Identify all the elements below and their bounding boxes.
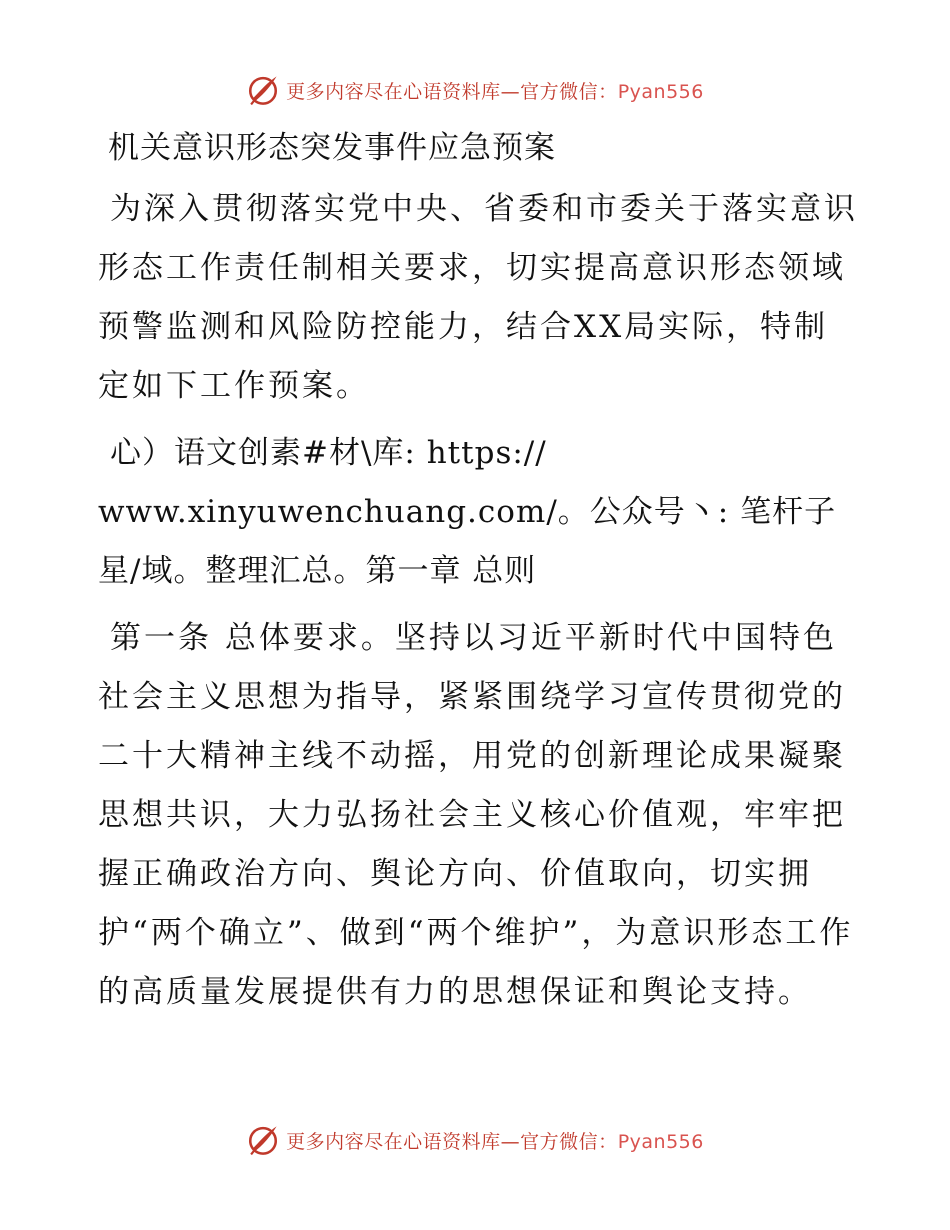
watermark-wechat-label: 官方微信： [520, 80, 618, 103]
quill-pen-logo-icon [246, 1123, 280, 1157]
quill-pen-logo-icon [246, 73, 280, 107]
watermark-wechat-id: Pyan556 [617, 80, 704, 103]
intro-paragraph: 为深入贯彻落实党中央、省委和市委关于落实意识形态工作责任制相关要求，切实提高意识形态领域预警监测和风险防控能力，结合XX局实际，特制定如下工作预案。 [98, 191, 858, 404]
article-one-paragraph: 第一条 总体要求。坚持以习近平新时代中国特色社会主义思想为指导，紧紧围绕学习宣传贯彻党的二十大精神主线不动摇，用党的创新理论成果凝聚思想共识，大力弘扬社会主义核心价值观，牢牢把握正确政治方向、舆论方向、价值取向，切实拥护“两个确立”、做到“两个维护”，为意识形态工作的高质量发展提供有力的思想保证和舆论支持。 [98, 620, 854, 1010]
watermark-text [286, 1127, 704, 1154]
watermark-site-name: 更多内容尽在心语资料库 [286, 80, 501, 103]
watermark-dash: — [500, 1130, 521, 1153]
watermark-wechat-label: 官方微信： [520, 1130, 618, 1153]
watermark-wechat-id: Pyan556 [617, 1130, 704, 1153]
header-watermark-banner [0, 70, 950, 110]
footer-watermark-banner [0, 1120, 950, 1160]
watermark-site-name: 更多内容尽在心语资料库 [286, 1130, 501, 1153]
watermark-text [286, 77, 704, 104]
source-note-paragraph: 心）语文创素#材\库: https:// www.xinyuwenchuang.com/。公众号丶: 笔杆子星/域。整理汇总。第一章 总则 [98, 435, 837, 589]
watermark-dash: — [500, 80, 521, 103]
document-title: 机关意识形态突发事件应急预案 [108, 130, 556, 166]
document-body [98, 122, 858, 1026]
